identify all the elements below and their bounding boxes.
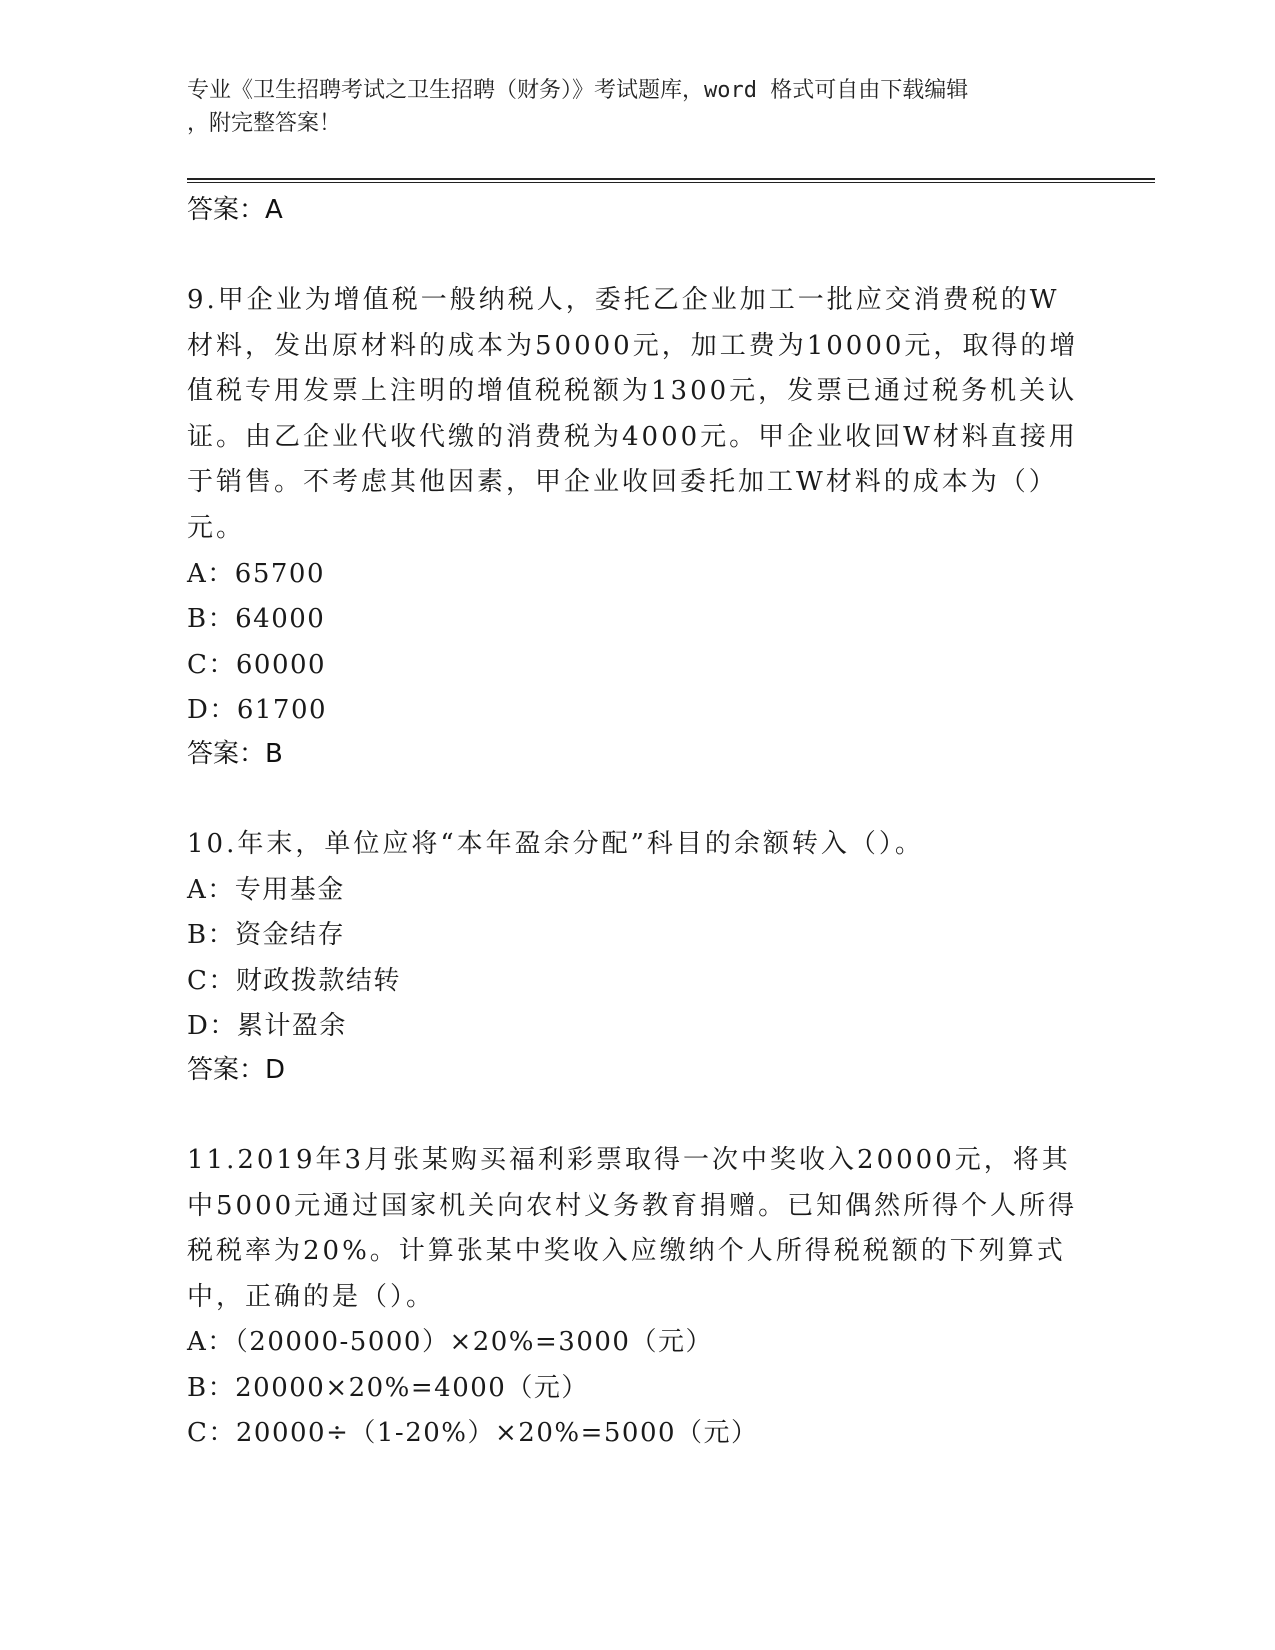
- spacer: [187, 1090, 1087, 1138]
- option-b: B：20000×20%=4000（元）: [187, 1372, 589, 1403]
- option-a: A：专用基金: [187, 874, 345, 905]
- option-d: D：61700: [187, 695, 328, 726]
- option-a: A：（20000-5000）×20%=3000（元）: [187, 1327, 713, 1358]
- option-b: B：64000: [187, 604, 326, 635]
- option-d: D：累计盈余: [187, 1011, 347, 1042]
- answer-q8: 答案：A: [187, 195, 283, 225]
- header-line-1: 专业《卫生招聘考试之卫生招聘（财务）》考试题库，word 格式可自由下载编辑: [187, 78, 969, 103]
- header-line-2: ，附完整答案！: [187, 111, 342, 136]
- spacer: [187, 774, 1087, 822]
- option-a: A：65700: [187, 558, 325, 589]
- question-list: [187, 190, 1087, 1457]
- option-b: B：资金结存: [187, 920, 346, 951]
- question-10: [187, 822, 1087, 1090]
- header-note: [187, 74, 1087, 140]
- spacer: [187, 230, 1087, 278]
- question-9: [187, 278, 1087, 774]
- question-stem: 10.年末，单位应将“本年盈余分配”科目的余额转入（）。: [187, 828, 924, 859]
- option-c: C：财政拨款结转: [187, 965, 401, 996]
- answer-q10: 答案：D: [187, 1054, 286, 1085]
- header-rule: [187, 178, 1155, 183]
- question-stem: 9.甲企业为增值税一般纳税人，委托乙企业加工一批应交消费税的W材料，发出原材料的成本为50000元，加工费为10000元，取得的增值税专用发票上注明的增值税税额为1300元，发票已通过税务机关认证。由乙企业代收代缴的消费税为4000元。甲企业收回W材料直接用于销售。不考虑其他因素，甲企业收回委托加工W材料的成本为（）元。: [187, 285, 1079, 543]
- question-stem: 11.2019年3月张某购买福利彩票取得一次中奖收入20000元，将其中5000元通过国家机关向农村义务教育捐赠。已知偶然所得个人所得税税率为20%。计算张某中奖收入应缴纳个人所得税税额的下列算式中，正确的是（）。: [187, 1144, 1078, 1312]
- option-c: C：60000: [187, 649, 327, 680]
- answer-q9: 答案：B: [187, 738, 283, 769]
- question-11: [187, 1138, 1087, 1457]
- option-c: C：20000÷（1-20%）×20%=5000（元）: [187, 1418, 759, 1449]
